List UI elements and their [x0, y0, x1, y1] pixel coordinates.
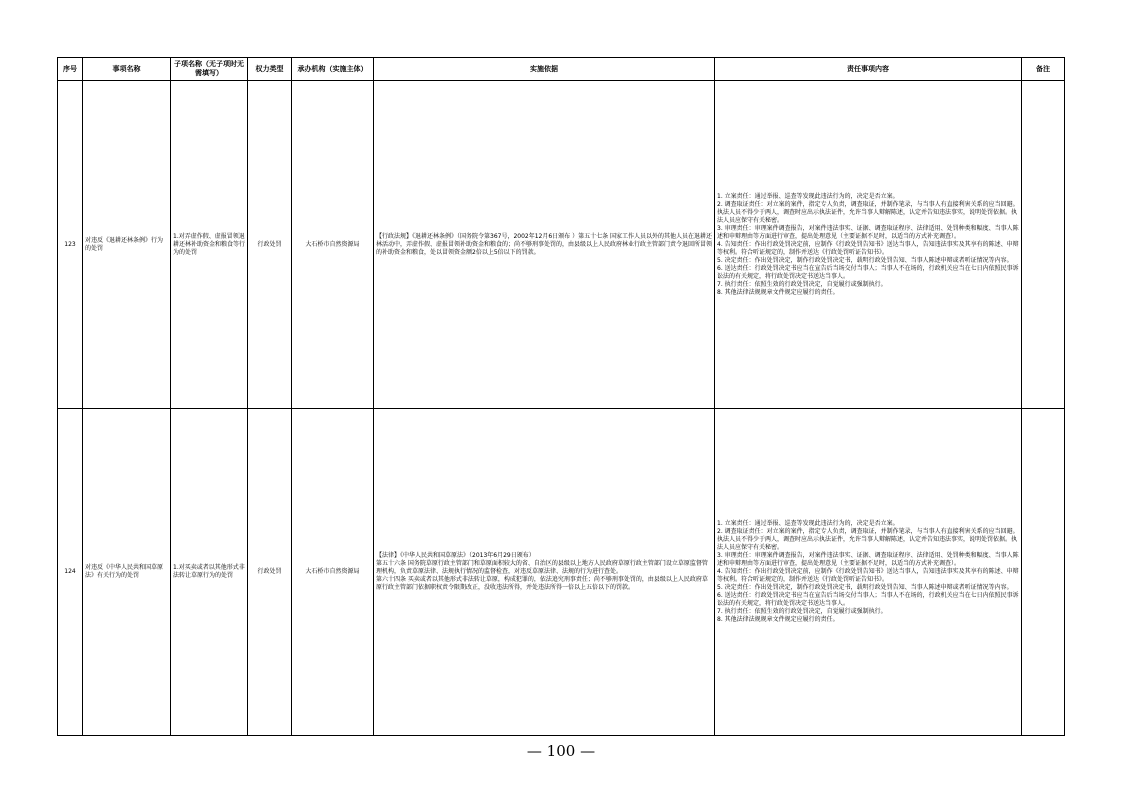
table-header-row	[58, 58, 1065, 81]
resp-item: 2. 调查取证责任：对立案的案件，指定专人负责，调查取证，并制作笔录，与当事人有直接利害关系的应当回避。执法人员不得少于两人，调查时应出示执法证件，允许当事人辩解陈述，认定并告知违法事实，说明处罚依据。执法人员应保守有关秘密。	[717, 200, 1019, 224]
cell-type: 行政处罚	[248, 81, 292, 409]
resp-item: 7. 执行责任：依照生效的行政处罚决定，自觉履行或强制执行。	[717, 608, 887, 615]
resp-item: 5. 决定责任：作出处罚决定，制作行政处罚决定书，载明行政处罚告知、当事人陈述申辩或者听证情况等内容。	[717, 256, 1013, 264]
resp-item: 6. 送达责任：行政处罚决定书应当在宣告后当场交付当事人；当事人不在场的，行政机关应当在七日内依照民事诉讼法的有关规定，将行政处罚决定书送达当事人。	[717, 264, 1019, 280]
cell-resp	[715, 81, 1022, 409]
cell-sub: 1.对买卖或者以其他形式非法转让草原行为的处罚	[171, 409, 248, 736]
table-row	[58, 409, 1065, 736]
resp-item: 1. 立案责任：通过举报、巡查等发现此违法行为的，决定是否立案。	[717, 192, 899, 200]
resp-item: 8. 其他法律法规规章文件规定应履行的责任。	[717, 288, 839, 296]
resp-item: 7. 执行责任：依照生效的行政处罚决定，自觉履行或强制执行。	[717, 280, 887, 288]
cell-resp	[715, 409, 1022, 736]
cell-no: 123	[58, 81, 83, 409]
basis-paragraph: 第六十四条 买卖或者以其他形式非法转让草原，构成犯罪的，依法追究刑事责任；尚不够刑事处罚的，由县级以上人民政府草原行政主管部门依据职权责令限期改正，没收违法所得，并处违法所得一倍以上五倍以下的罚款。	[376, 576, 708, 591]
power-list-table	[57, 57, 1065, 736]
header-resp: 责任事项内容	[715, 58, 1022, 81]
header-basis: 实施依据	[374, 58, 715, 81]
resp-item: 8. 其他法律法规规章文件规定应履行的责任。	[717, 616, 839, 623]
page-number: — 100 —	[526, 742, 596, 760]
cell-basis	[374, 81, 715, 409]
cell-basis	[374, 409, 715, 736]
resp-item: 5. 决定责任：作出处罚决定，制作行政处罚决定书，载明行政处罚告知、当事人陈述申辩或者听证情况等内容。	[717, 584, 1013, 591]
power-list-table-container	[57, 57, 1065, 736]
header-no: 序号	[58, 58, 83, 81]
cell-type: 行政处罚	[248, 409, 292, 736]
resp-item: 6. 送达责任：行政处罚决定书应当在宣告后当场交付当事人；当事人不在场的，行政机关应当在七日内依照民事诉讼法的有关规定，将行政处罚决定书送达当事人。	[717, 592, 1019, 607]
cell-remark	[1022, 81, 1065, 409]
resp-item: 3. 审理责任：审理案件调查报告，对案件违法事实、证据、调查取证程序、法律适用、处罚种类和幅度、当事人陈述和申辩理由等方面进行审查，提出处理意见（主要证据不足时，以适当的方式补充调查）。	[717, 552, 1019, 567]
resp-item: 3. 审理责任：审理案件调查报告，对案件违法事实、证据、调查取证程序、法律适用、处罚种类和幅度、当事人陈述和申辩理由等方面进行审查，提出处理意见（主要证据不足时，以适当的方式补充调查）。	[717, 224, 1019, 240]
cell-org: 大石桥市自然资源局	[292, 81, 374, 409]
header-remark: 备注	[1022, 58, 1065, 81]
header-sub: 子项名称（无子项时无需填写）	[171, 58, 248, 81]
header-type: 权力类型	[248, 58, 292, 81]
cell-no: 124	[58, 409, 83, 736]
table-row	[58, 81, 1065, 409]
cell-org: 大石桥市自然资源局	[292, 409, 374, 736]
cell-remark	[1022, 409, 1065, 736]
resp-item: 4. 告知责任：作出行政处罚决定前，应制作《行政处罚告知书》送达当事人，告知违法事实及其享有的陈述、申辩等权利。符合听证规定的，制作并送达《行政处罚听证告知书》。	[717, 240, 1019, 256]
basis-paragraph: 【行政法规】《退耕还林条例》（国务院令第367号，2002年12月6日颁布 ）第五十七条 国家工作人员以外的其他人员在退耕还林活动中，弄虚作假、虚报冒领补助资金和粮食的；尚不够刑事处罚的，由县级以上人民政府林业行政主管部门责令退回所冒领的补助资金和粮食，处以冒领资金额2倍以上5倍以下的罚款。	[376, 232, 713, 256]
resp-item: 4. 告知责任：作出行政处罚决定前，应制作《行政处罚告知书》送达当事人，告知违法事实及其享有的陈述、申辩等权利。符合听证规定的，制作并送达《行政处罚听证告知书》。	[717, 568, 1019, 583]
cell-item: 对违反《退耕还林条例》行为的处罚	[83, 81, 171, 409]
header-org: 承办机构（实施主体）	[292, 58, 374, 81]
basis-paragraph: 第五十六条 国务院草原行政主管部门和草原面积较大的省、自治区的县级以上地方人民政府草原行政主管部门设立草原监督管理机构，负责草原法律、法规执行情况的监督检查，对违反草原法律、法规的行为进行查处。	[376, 560, 708, 575]
header-item: 事项名称	[83, 58, 171, 81]
cell-sub: 1.对弄虚作假、虚报冒领退耕还林补助资金和粮食等行为的处罚	[171, 81, 248, 409]
resp-item: 2. 调查取证责任：对立案的案件，指定专人负责，调查取证，并制作笔录，与当事人有直接利害关系的应当回避。执法人员不得少于两人，调查时应出示执法证件，允许当事人辩解陈述，认定并告知违法事实，说明处罚依据。执法人员应保守有关秘密。	[717, 528, 1019, 551]
resp-item: 1. 立案责任：通过举报、巡查等发现此违法行为的，决定是否立案。	[717, 520, 899, 527]
basis-paragraph: 【法律】《中华人民共和国草原法》（2013年6月29日颁布）	[376, 552, 535, 559]
cell-item: 对违反《中华人民共和国草原法》有关行为的处罚	[83, 409, 171, 736]
